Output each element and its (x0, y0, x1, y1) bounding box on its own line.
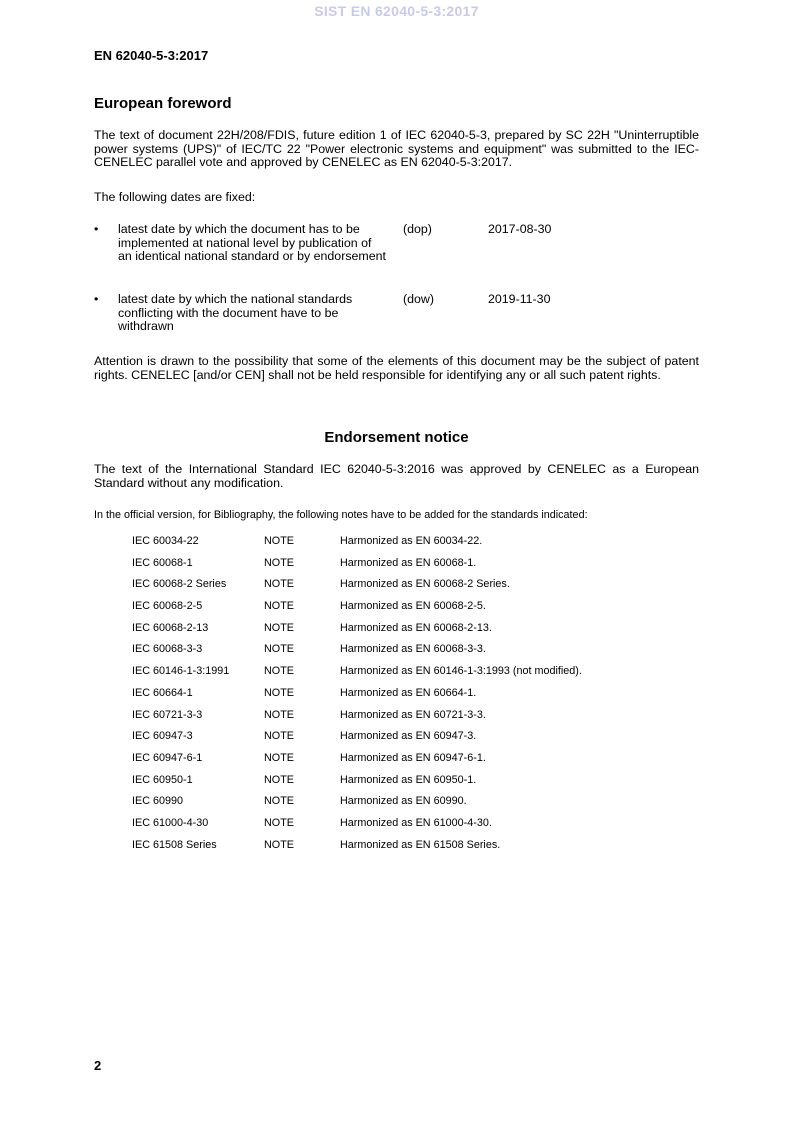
note-text: Harmonized as EN 60068-2-13. (340, 621, 492, 634)
note-text: Harmonized as EN 60990. (340, 795, 467, 808)
note-label: NOTE (264, 773, 294, 786)
note-label: NOTE (264, 535, 294, 547)
fixed-date-item-dow (94, 293, 699, 343)
note-text: Harmonized as EN 60950-1. (340, 773, 477, 786)
note-text: Harmonized as EN 60146-1-3:1993 (not modified). (340, 665, 582, 678)
note-text: Harmonized as EN 61508 Series. (340, 838, 501, 851)
note-standard: IEC 60068-2-5 (132, 600, 203, 613)
fixed-dates-list (94, 223, 699, 343)
note-standard: IEC 60034-22 (132, 535, 199, 547)
bullet-icon: • (94, 222, 99, 236)
fixed-date-abbreviation: (dow) (403, 292, 434, 306)
fixed-date-description: latest date by which the national standards conflicting with the document have to be withdrawn (118, 292, 353, 334)
note-label: NOTE (264, 665, 294, 678)
note-text: Harmonized as EN 60664-1. (340, 686, 477, 699)
note-label: NOTE (264, 838, 294, 851)
note-label: NOTE (264, 643, 294, 656)
note-label: NOTE (264, 556, 294, 569)
note-label: NOTE (264, 686, 294, 699)
watermark: SIST EN 62040-5-3:2017 (314, 3, 479, 19)
endorsement-paragraph: The text of the International Standard IEC 62040-5-3:2016 was approved by CENELEC as a European Standard without any modification. (94, 462, 699, 490)
note-standard: IEC 60068-2 Series (132, 578, 227, 591)
fixed-date-value: 2017-08-30 (488, 222, 552, 236)
note-text: Harmonized as EN 61000-4-30. (340, 816, 492, 829)
note-standard: IEC 61508 Series (132, 838, 217, 851)
endorsement-heading: Endorsement notice (324, 429, 469, 446)
note-label: NOTE (264, 751, 294, 764)
dates-intro-paragraph: The following dates are fixed: (94, 190, 256, 204)
note-label: NOTE (264, 621, 294, 634)
page-number: 2 (94, 1058, 102, 1073)
note-text: Harmonized as EN 60068-2-5. (340, 600, 486, 613)
note-standard: IEC 60664-1 (132, 686, 193, 699)
fixed-date-abbreviation: (dop) (403, 222, 432, 236)
patent-rights-paragraph: Attention is drawn to the possibility that some of the elements of this document may be the subject of patent rights. CENELEC [and/or CEN] shall not be held responsible for identifying any or all such patent rights. (94, 354, 699, 382)
note-standard: IEC 60990 (132, 795, 184, 808)
foreword-heading: European foreword (94, 95, 232, 112)
note-label: NOTE (264, 578, 294, 591)
note-standard: IEC 60068-3-3 (132, 643, 203, 656)
note-standard: IEC 60146-1-3:1991 (132, 665, 230, 678)
bibliography-intro: In the official version, for Bibliography, the following notes have to be added for the standards indicated: (94, 509, 588, 521)
fixed-date-value: 2019-11-30 (488, 292, 551, 306)
note-standard: IEC 60947-6-1 (132, 751, 203, 764)
note-standard: IEC 60068-2-13 (132, 621, 209, 634)
fixed-date-item-dop (94, 223, 699, 293)
note-standard: IEC 60721-3-3 (132, 708, 203, 721)
note-standard: IEC 61000-4-30 (132, 816, 209, 829)
note-label: NOTE (264, 730, 294, 743)
note-text: Harmonized as EN 60721-3-3. (340, 708, 486, 721)
note-standard: IEC 60068-1 (132, 556, 193, 569)
note-label: NOTE (264, 600, 294, 613)
note-text: Harmonized as EN 60068-3-3. (340, 643, 486, 656)
note-standard: IEC 60947-3 (132, 730, 193, 743)
note-text: Harmonized as EN 60947-6-1. (340, 751, 486, 764)
bullet-icon: • (94, 292, 99, 306)
note-text: Harmonized as EN 60034-22. (340, 535, 483, 547)
fixed-date-description: latest date by which the document has to be implemented at national level by publication of an identical national standard or by endorsement (118, 222, 386, 264)
note-text: Harmonized as EN 60068-2 Series. (340, 578, 510, 591)
note-text: Harmonized as EN 60068-1. (340, 556, 477, 569)
note-label: NOTE (264, 795, 294, 808)
note-label: NOTE (264, 816, 294, 829)
foreword-intro-paragraph: The text of document 22H/208/FDIS, future edition 1 of IEC 62040-5-3, prepared by SC 22H "Uninterruptible power systems (UPS)" of IEC/TC 22 "Power electronic systems and equipment" was submitted to the IEC-CENELEC parallel vote and approved by CENELEC as EN 62040-5-3:2017. (94, 128, 699, 170)
note-label: NOTE (264, 708, 294, 721)
note-text: Harmonized as EN 60947-3. (340, 730, 477, 743)
note-standard: IEC 60950-1 (132, 773, 193, 786)
document-id-header: EN 62040-5-3:2017 (94, 48, 209, 63)
